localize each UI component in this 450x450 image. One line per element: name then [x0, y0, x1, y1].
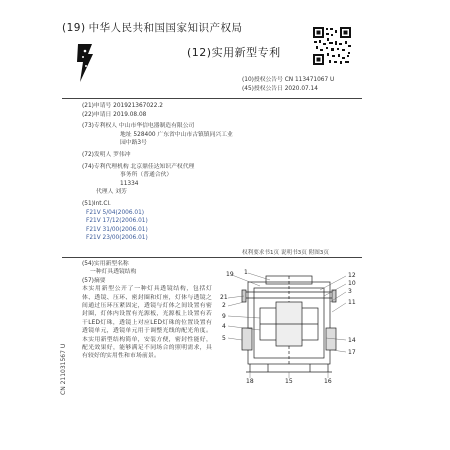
patent-agency: (74)专利代理机构 北京鼎佳达知识产权代理 [82, 163, 195, 170]
publication-date: (45)授权公告日 2020.07.14 [242, 86, 318, 92]
drawing-label: 10 [348, 280, 356, 287]
inventor: (72)发明人 罗伟冲 [82, 151, 131, 158]
utility-model-title-label: (54)实用新型名称 [82, 261, 129, 267]
patent-agency-cont: 事务所（普通合伙） [120, 172, 173, 179]
drawing-label: 19 [226, 271, 234, 278]
office-header [62, 20, 243, 35]
drawing-label: 4 [222, 323, 226, 330]
patentee: (73)专利权人 中山市华信电器制造有限公司 [82, 123, 195, 130]
qr-code-icon [312, 26, 352, 66]
ipc-class: F21V 31/00(2006.01) [86, 226, 148, 233]
page-count-note: 权利要求书1页 说明书3页 附图3页 [242, 250, 329, 256]
office-name: 中华人民共和国国家知识产权局 [88, 22, 243, 34]
drawing-label: 14 [348, 337, 356, 344]
drawing-label: 1 [244, 269, 248, 276]
drawing-label: 12 [348, 272, 356, 279]
patentee-address: 地址 528400 广东省中山市古镇镇同兴工业 [120, 131, 233, 138]
utility-model-title: 一种灯具透镜结构 [90, 269, 137, 276]
drawing-label: 16 [324, 378, 332, 383]
drawing-label: 18 [246, 378, 254, 383]
patent-agent: 代理人 刘芳 [96, 189, 127, 196]
doc-type-name: 实用新型专利 [211, 46, 281, 59]
patent-agency-code: 11334 [120, 180, 139, 187]
application-number: (21)申请号 201921367022.2 [82, 103, 163, 109]
abstract-divider [62, 257, 362, 258]
ipc-class: F21V 17/12(2006.01) [86, 218, 148, 225]
drawing-label: 2 [222, 302, 226, 309]
header-divider [62, 98, 362, 99]
abstract-label: (57)摘要 [82, 277, 106, 284]
bibliographic-data [82, 102, 232, 243]
drawing-label: 11 [348, 299, 356, 306]
publication-number: (10)授权公告号 CN 113471067 U [242, 77, 335, 83]
patent-front-page [62, 20, 402, 430]
drawing-label: 3 [348, 288, 352, 295]
header-number: (19) [62, 22, 86, 34]
application-date: (22)申请日 2019.08.08 [82, 111, 147, 118]
drawing-label: 17 [348, 349, 356, 356]
doc-type-number: (12) [187, 46, 212, 59]
drawing-label: 21 [220, 294, 228, 301]
abstract-section [82, 260, 212, 361]
document-type-title [187, 44, 281, 60]
publication-info [242, 76, 334, 94]
ipc-class: F21V 23/00(2006.01) [86, 235, 148, 242]
lamp-lens-drawing [220, 268, 360, 383]
office-logo-icon [74, 42, 96, 84]
ipc-class: F21V 5/04(2006.01) [86, 209, 145, 216]
drawing-label: 5 [222, 335, 226, 342]
abstract-text: 本实用新型公开了一种灯具透镜结构，包括灯体、透镜、压环、密封圈和灯座，灯体与透镜之间通过压环压紧固定，透镜与灯体之间设置有密封圈，灯体内设置有光源板，光源板上设置有若干LED灯珠，透镜上对应LED灯珠的位置设置有透镜单元，透镜单元用于调整光线的配光角度。本实用新型结构简单，安装方便，密封性能好，配光效果好，能够满足不同场合的照明需求，具有较好的实用性和市场前景。 [82, 286, 212, 360]
patentee-address-cont: 园中路3号 [120, 140, 147, 147]
int-cl-label: (51)Int.Cl. [82, 200, 111, 207]
drawing-label: 15 [285, 378, 293, 383]
drawing-label: 9 [222, 313, 226, 320]
side-document-code: CN 211031567 U [60, 343, 67, 395]
